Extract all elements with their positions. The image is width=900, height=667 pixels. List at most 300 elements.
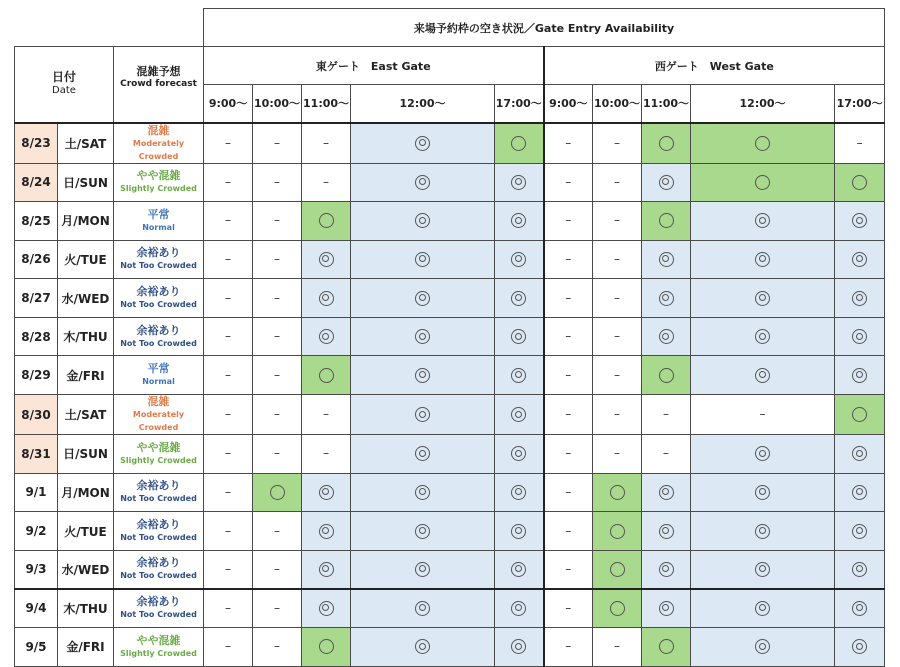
- forecast-cell: [114, 473, 204, 512]
- unavailable-dash-icon: –: [274, 600, 281, 615]
- unavailable-dash-icon: –: [759, 407, 766, 422]
- west-slot-cell: [835, 279, 885, 318]
- east-slot-cell: [253, 512, 302, 551]
- double-circle-icon: [319, 562, 334, 577]
- west-slot-cell: [593, 356, 642, 395]
- west-slot-cell: [691, 628, 835, 667]
- unavailable-dash-icon: –: [565, 484, 572, 499]
- east-slot-cell: [253, 356, 302, 395]
- date-cell: 8/30: [15, 395, 58, 435]
- forecast-label-en: Normal: [142, 377, 175, 387]
- circle-icon: [610, 524, 625, 539]
- weekday-cell: 火/TUE: [58, 240, 114, 279]
- east-slot-cell: [302, 240, 351, 279]
- forecast-label-en: Not Too Crowded: [120, 533, 197, 543]
- west-slot-cell: [691, 550, 835, 589]
- date-cell: 8/29: [15, 356, 58, 395]
- east-slot-cell: [253, 473, 302, 512]
- forecast-header-jp: 混雑予想: [136, 65, 181, 78]
- weekday-cell: 金/FRI: [58, 628, 114, 667]
- double-circle-icon: [415, 252, 430, 267]
- east-slot-cell: [495, 123, 544, 164]
- circle-icon: [852, 407, 867, 422]
- west-slot-cell: [691, 473, 835, 512]
- double-circle-icon: [415, 407, 430, 422]
- forecast-label-jp: 平常: [147, 207, 170, 221]
- east-slot-cell: [204, 395, 253, 435]
- east-slot-cell: [351, 123, 495, 164]
- double-circle-icon: [659, 329, 674, 344]
- east-slot-cell: [253, 279, 302, 318]
- east-slot-cell: [495, 279, 544, 318]
- double-circle-icon: [415, 485, 430, 500]
- weekday-cell: 土/SAT: [58, 395, 114, 435]
- forecast-cell: [114, 628, 204, 667]
- table-row: [15, 512, 885, 551]
- west-slot-cell: [593, 550, 642, 589]
- forecast-label-jp: やや混雑: [136, 169, 181, 183]
- circle-icon: [659, 213, 674, 228]
- double-circle-icon: [755, 524, 770, 539]
- date-cell: 8/26: [15, 240, 58, 279]
- unavailable-dash-icon: –: [225, 407, 232, 422]
- weekday-cell: 木/THU: [58, 589, 114, 628]
- west-slot-cell: [691, 202, 835, 241]
- double-circle-icon: [852, 329, 867, 344]
- double-circle-icon: [755, 601, 770, 616]
- west-slot-cell: [835, 628, 885, 667]
- circle-icon: [511, 136, 526, 151]
- double-circle-icon: [511, 524, 526, 539]
- west-slot-cell: [593, 317, 642, 356]
- forecast-label-en: Moderately Crowded: [132, 410, 185, 433]
- double-circle-icon: [659, 601, 674, 616]
- east-slot-cell: [253, 317, 302, 356]
- forecast-label-jp: やや混雑: [136, 633, 181, 647]
- east-slot-cell: [495, 317, 544, 356]
- west-slot-cell: [544, 356, 593, 395]
- east-slot-cell: [204, 628, 253, 667]
- west-slot-cell: [544, 123, 593, 164]
- date-header-en: Date: [52, 85, 76, 97]
- east-slot-cell: [204, 279, 253, 318]
- double-circle-icon: [511, 213, 526, 228]
- circle-icon: [659, 368, 674, 383]
- double-circle-icon: [755, 485, 770, 500]
- unavailable-dash-icon: –: [274, 290, 281, 305]
- east-slot-cell: [302, 589, 351, 628]
- weekday-cell: 火/TUE: [58, 512, 114, 551]
- forecast-label-en: Not Too Crowded: [120, 261, 197, 271]
- double-circle-icon: [511, 562, 526, 577]
- forecast-cell: [114, 317, 204, 356]
- west-slot-cell: [691, 512, 835, 551]
- double-circle-icon: [415, 291, 430, 306]
- double-circle-icon: [319, 601, 334, 616]
- west-time-1100: 11:00〜: [642, 85, 691, 123]
- table-row: [15, 628, 885, 667]
- east-slot-cell: [253, 202, 302, 241]
- unavailable-dash-icon: –: [274, 213, 281, 228]
- east-slot-cell: [204, 435, 253, 474]
- date-cell: 8/31: [15, 435, 58, 474]
- date-cell: 9/4: [15, 589, 58, 628]
- unavailable-dash-icon: –: [323, 407, 330, 422]
- unavailable-dash-icon: –: [856, 135, 863, 150]
- double-circle-icon: [511, 601, 526, 616]
- unavailable-dash-icon: –: [225, 367, 232, 382]
- east-time-1700: 17:00〜: [495, 85, 544, 123]
- double-circle-icon: [852, 562, 867, 577]
- unavailable-dash-icon: –: [225, 329, 232, 344]
- east-slot-cell: [302, 163, 351, 202]
- forecast-label-en: Normal: [142, 222, 175, 232]
- unavailable-dash-icon: –: [274, 446, 281, 461]
- east-time-1100: 11:00〜: [302, 85, 351, 123]
- west-slot-cell: [544, 202, 593, 241]
- east-slot-cell: [351, 473, 495, 512]
- west-slot-cell: [642, 356, 691, 395]
- circle-icon: [659, 639, 674, 654]
- forecast-label-en: Slightly Crowded: [120, 455, 197, 465]
- unavailable-dash-icon: –: [614, 407, 621, 422]
- west-slot-cell: [593, 279, 642, 318]
- forecast-label-en: Not Too Crowded: [120, 300, 197, 310]
- forecast-label-jp: 余裕あり: [136, 556, 181, 570]
- circle-icon: [319, 213, 334, 228]
- unavailable-dash-icon: –: [614, 639, 621, 654]
- west-slot-cell: [642, 317, 691, 356]
- double-circle-icon: [415, 524, 430, 539]
- west-slot-cell: [642, 395, 691, 435]
- circle-icon: [755, 175, 770, 190]
- unavailable-dash-icon: –: [614, 367, 621, 382]
- double-circle-icon: [511, 407, 526, 422]
- west-slot-cell: [642, 550, 691, 589]
- weekday-cell: 土/SAT: [58, 123, 114, 164]
- double-circle-icon: [852, 291, 867, 306]
- west-slot-cell: [593, 123, 642, 164]
- unavailable-dash-icon: –: [225, 484, 232, 499]
- west-time-0900: 9:00〜: [544, 85, 593, 123]
- double-circle-icon: [852, 524, 867, 539]
- unavailable-dash-icon: –: [225, 251, 232, 266]
- table-row: [15, 202, 885, 241]
- east-slot-cell: [204, 202, 253, 241]
- unavailable-dash-icon: –: [614, 135, 621, 150]
- west-slot-cell: [835, 202, 885, 241]
- double-circle-icon: [755, 639, 770, 654]
- circle-icon: [610, 562, 625, 577]
- date-cell: 9/2: [15, 512, 58, 551]
- west-gate-header: 西ゲート West Gate: [544, 47, 885, 85]
- unavailable-dash-icon: –: [565, 561, 572, 576]
- double-circle-icon: [755, 446, 770, 461]
- double-circle-icon: [852, 252, 867, 267]
- double-circle-icon: [415, 601, 430, 616]
- double-circle-icon: [852, 446, 867, 461]
- east-slot-cell: [495, 512, 544, 551]
- west-slot-cell: [835, 240, 885, 279]
- unavailable-dash-icon: –: [663, 407, 670, 422]
- unavailable-dash-icon: –: [225, 561, 232, 576]
- table-row: [15, 240, 885, 279]
- west-slot-cell: [642, 202, 691, 241]
- double-circle-icon: [755, 329, 770, 344]
- date-cell: 9/5: [15, 628, 58, 667]
- west-slot-cell: [691, 317, 835, 356]
- west-slot-cell: [835, 512, 885, 551]
- date-cell: 8/24: [15, 163, 58, 202]
- double-circle-icon: [755, 213, 770, 228]
- unavailable-dash-icon: –: [565, 407, 572, 422]
- east-slot-cell: [351, 163, 495, 202]
- east-slot-cell: [204, 123, 253, 164]
- west-slot-cell: [642, 628, 691, 667]
- unavailable-dash-icon: –: [565, 600, 572, 615]
- east-slot-cell: [495, 202, 544, 241]
- west-slot-cell: [593, 435, 642, 474]
- forecast-cell: [114, 279, 204, 318]
- east-slot-cell: [204, 240, 253, 279]
- date-cell: 8/25: [15, 202, 58, 241]
- circle-icon: [319, 639, 334, 654]
- weekday-cell: 水/WED: [58, 550, 114, 589]
- unavailable-dash-icon: –: [225, 213, 232, 228]
- forecast-cell: [114, 202, 204, 241]
- double-circle-icon: [415, 446, 430, 461]
- table-row: [15, 589, 885, 628]
- forecast-label-jp: 混雑: [147, 123, 170, 137]
- double-circle-icon: [852, 368, 867, 383]
- unavailable-dash-icon: –: [323, 446, 330, 461]
- date-cell: 8/27: [15, 279, 58, 318]
- east-slot-cell: [204, 356, 253, 395]
- table-row: [15, 279, 885, 318]
- east-slot-cell: [302, 279, 351, 318]
- east-slot-cell: [351, 356, 495, 395]
- forecast-label-en: Slightly Crowded: [120, 184, 197, 194]
- unavailable-dash-icon: –: [565, 174, 572, 189]
- east-slot-cell: [253, 123, 302, 164]
- east-slot-cell: [204, 163, 253, 202]
- east-slot-cell: [204, 317, 253, 356]
- forecast-cell: [114, 123, 204, 164]
- west-slot-cell: [593, 202, 642, 241]
- forecast-cell: [114, 240, 204, 279]
- double-circle-icon: [415, 213, 430, 228]
- unavailable-dash-icon: –: [225, 135, 232, 150]
- unavailable-dash-icon: –: [274, 407, 281, 422]
- circle-icon: [610, 485, 625, 500]
- east-slot-cell: [351, 240, 495, 279]
- double-circle-icon: [659, 524, 674, 539]
- forecast-label-en: Not Too Crowded: [120, 610, 197, 620]
- unavailable-dash-icon: –: [225, 290, 232, 305]
- date-header: [15, 47, 114, 123]
- east-slot-cell: [495, 356, 544, 395]
- forecast-cell: [114, 589, 204, 628]
- unavailable-dash-icon: –: [274, 251, 281, 266]
- east-slot-cell: [495, 473, 544, 512]
- east-time-0900: 9:00〜: [204, 85, 253, 123]
- forecast-cell: [114, 512, 204, 551]
- table-row: [15, 317, 885, 356]
- unavailable-dash-icon: –: [274, 174, 281, 189]
- west-slot-cell: [835, 473, 885, 512]
- weekday-cell: 木/THU: [58, 317, 114, 356]
- double-circle-icon: [415, 368, 430, 383]
- west-slot-cell: [835, 317, 885, 356]
- unavailable-dash-icon: –: [614, 329, 621, 344]
- east-slot-cell: [204, 473, 253, 512]
- double-circle-icon: [511, 291, 526, 306]
- double-circle-icon: [755, 291, 770, 306]
- west-slot-cell: [835, 435, 885, 474]
- double-circle-icon: [415, 639, 430, 654]
- east-slot-cell: [302, 317, 351, 356]
- west-slot-cell: [544, 435, 593, 474]
- east-slot-cell: [495, 550, 544, 589]
- table-row: [15, 123, 885, 164]
- east-slot-cell: [302, 395, 351, 435]
- double-circle-icon: [415, 136, 430, 151]
- forecast-cell: [114, 550, 204, 589]
- weekday-cell: 日/SUN: [58, 163, 114, 202]
- east-slot-cell: [253, 589, 302, 628]
- east-slot-cell: [351, 279, 495, 318]
- forecast-label-jp: 余裕あり: [136, 323, 181, 337]
- table-row: [15, 473, 885, 512]
- table-row: [15, 163, 885, 202]
- west-slot-cell: [544, 512, 593, 551]
- weekday-cell: 月/MON: [58, 473, 114, 512]
- circle-icon: [852, 175, 867, 190]
- east-slot-cell: [351, 202, 495, 241]
- east-slot-cell: [302, 473, 351, 512]
- forecast-header-en: Crowd forecast: [120, 79, 197, 89]
- east-slot-cell: [302, 356, 351, 395]
- unavailable-dash-icon: –: [614, 251, 621, 266]
- double-circle-icon: [852, 213, 867, 228]
- west-slot-cell: [593, 589, 642, 628]
- west-slot-cell: [642, 123, 691, 164]
- west-slot-cell: [691, 435, 835, 474]
- unavailable-dash-icon: –: [323, 174, 330, 189]
- unavailable-dash-icon: –: [565, 523, 572, 538]
- west-slot-cell: [691, 123, 835, 164]
- east-slot-cell: [302, 628, 351, 667]
- east-slot-cell: [351, 628, 495, 667]
- unavailable-dash-icon: –: [225, 174, 232, 189]
- unavailable-dash-icon: –: [614, 446, 621, 461]
- weekday-cell: 水/WED: [58, 279, 114, 318]
- west-slot-cell: [835, 356, 885, 395]
- east-slot-cell: [302, 202, 351, 241]
- unavailable-dash-icon: –: [565, 446, 572, 461]
- double-circle-icon: [852, 639, 867, 654]
- east-slot-cell: [253, 395, 302, 435]
- double-circle-icon: [852, 485, 867, 500]
- unavailable-dash-icon: –: [274, 367, 281, 382]
- east-slot-cell: [495, 395, 544, 435]
- east-slot-cell: [302, 512, 351, 551]
- title-spacer: [15, 9, 204, 47]
- east-slot-cell: [302, 435, 351, 474]
- forecast-label-jp: 混雑: [147, 395, 170, 409]
- unavailable-dash-icon: –: [225, 446, 232, 461]
- double-circle-icon: [511, 252, 526, 267]
- east-slot-cell: [204, 589, 253, 628]
- availability-table: [14, 8, 885, 667]
- west-slot-cell: [691, 240, 835, 279]
- weekday-cell: 月/MON: [58, 202, 114, 241]
- west-slot-cell: [835, 550, 885, 589]
- unavailable-dash-icon: –: [274, 561, 281, 576]
- double-circle-icon: [319, 291, 334, 306]
- date-cell: 9/3: [15, 550, 58, 589]
- east-slot-cell: [495, 435, 544, 474]
- east-slot-cell: [204, 512, 253, 551]
- unavailable-dash-icon: –: [274, 639, 281, 654]
- east-slot-cell: [495, 163, 544, 202]
- west-slot-cell: [691, 356, 835, 395]
- forecast-label-jp: 余裕あり: [136, 479, 181, 493]
- double-circle-icon: [659, 291, 674, 306]
- west-slot-cell: [544, 240, 593, 279]
- forecast-cell: [114, 395, 204, 435]
- forecast-label-en: Not Too Crowded: [120, 494, 197, 504]
- unavailable-dash-icon: –: [565, 290, 572, 305]
- east-slot-cell: [495, 589, 544, 628]
- unavailable-dash-icon: –: [565, 367, 572, 382]
- forecast-header: [114, 47, 204, 123]
- west-slot-cell: [593, 240, 642, 279]
- west-slot-cell: [642, 163, 691, 202]
- unavailable-dash-icon: –: [614, 174, 621, 189]
- east-slot-cell: [253, 628, 302, 667]
- west-slot-cell: [593, 163, 642, 202]
- double-circle-icon: [319, 329, 334, 344]
- circle-icon: [319, 368, 334, 383]
- west-slot-cell: [544, 395, 593, 435]
- west-slot-cell: [691, 589, 835, 628]
- west-slot-cell: [835, 163, 885, 202]
- gate-header-row: [15, 47, 885, 85]
- weekday-cell: 金/FRI: [58, 356, 114, 395]
- forecast-cell: [114, 163, 204, 202]
- east-slot-cell: [204, 550, 253, 589]
- unavailable-dash-icon: –: [323, 135, 330, 150]
- double-circle-icon: [319, 252, 334, 267]
- east-slot-cell: [351, 589, 495, 628]
- double-circle-icon: [511, 639, 526, 654]
- east-slot-cell: [253, 240, 302, 279]
- double-circle-icon: [511, 485, 526, 500]
- forecast-label-jp: 余裕あり: [136, 246, 181, 260]
- unavailable-dash-icon: –: [565, 329, 572, 344]
- west-slot-cell: [593, 628, 642, 667]
- east-slot-cell: [302, 123, 351, 164]
- double-circle-icon: [415, 329, 430, 344]
- west-slot-cell: [544, 473, 593, 512]
- west-slot-cell: [691, 279, 835, 318]
- unavailable-dash-icon: –: [225, 523, 232, 538]
- west-slot-cell: [544, 317, 593, 356]
- date-cell: 9/1: [15, 473, 58, 512]
- unavailable-dash-icon: –: [225, 600, 232, 615]
- double-circle-icon: [511, 329, 526, 344]
